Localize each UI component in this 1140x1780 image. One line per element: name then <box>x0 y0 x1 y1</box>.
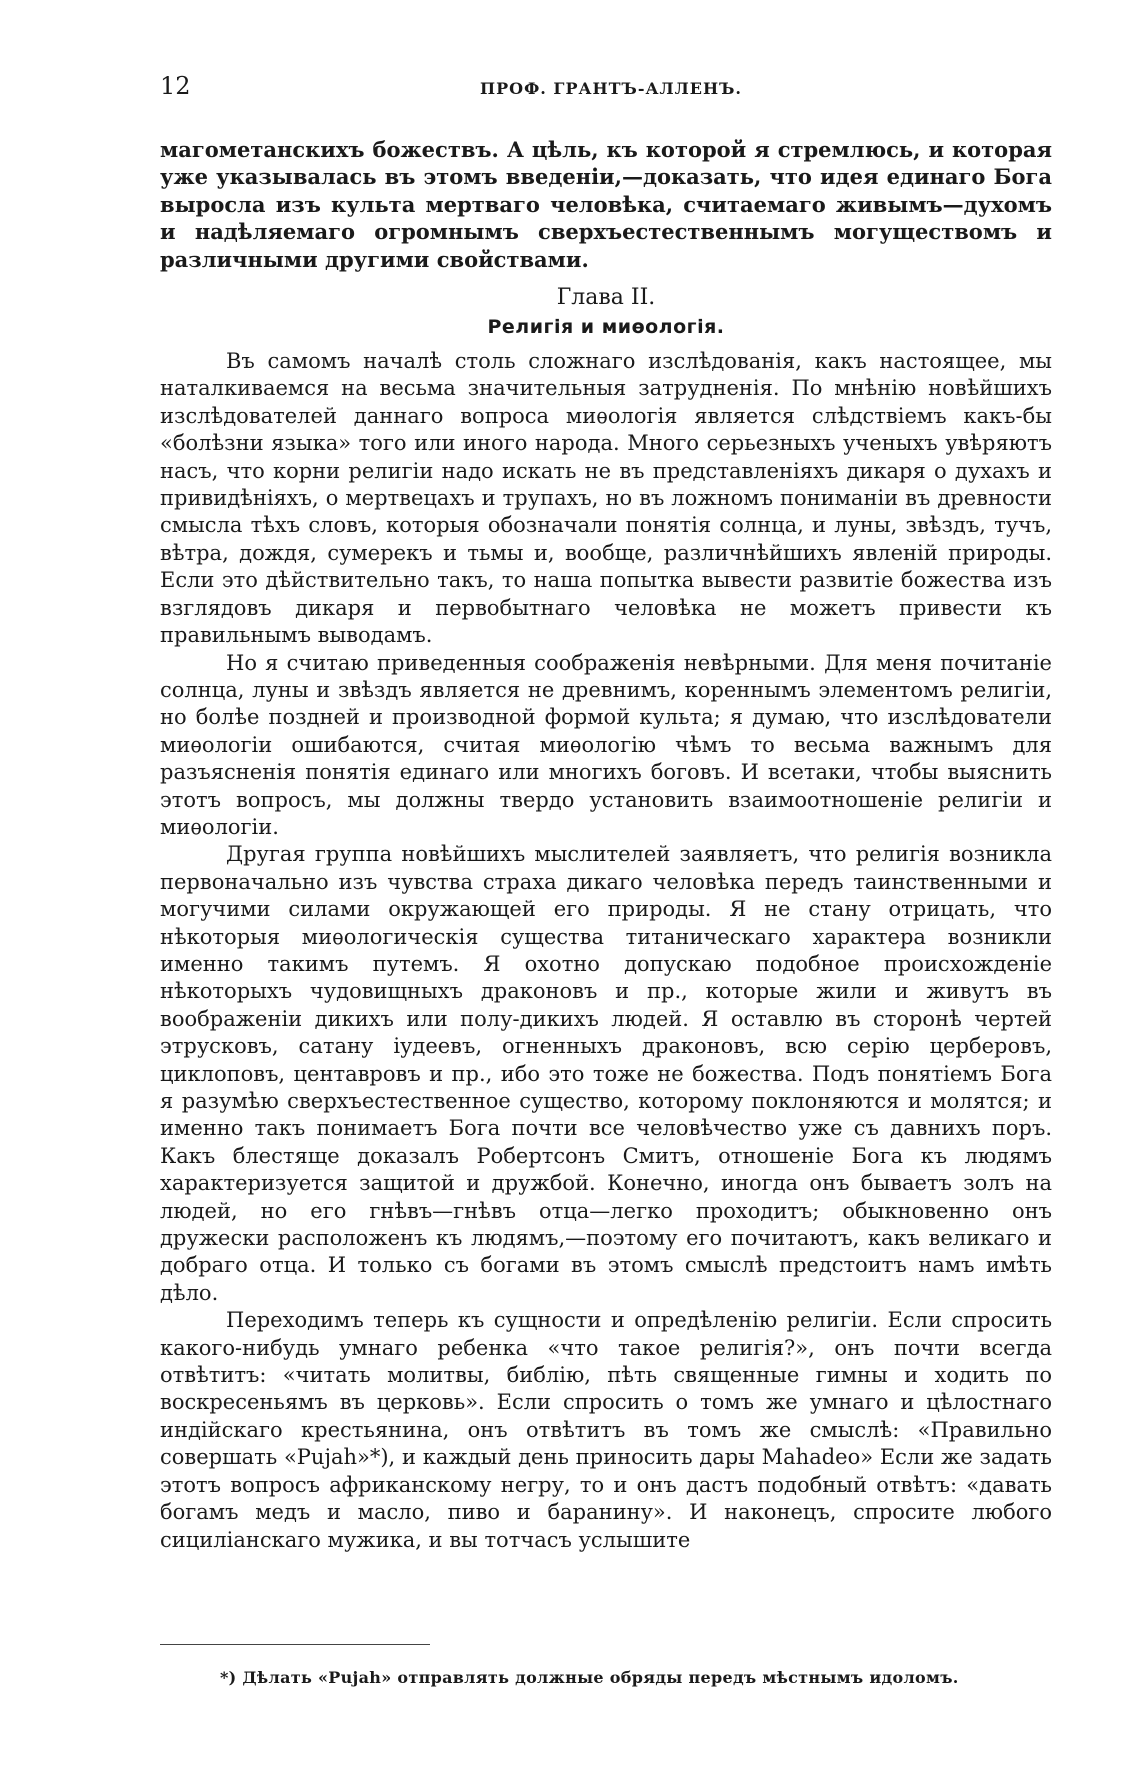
chapter-number: Глава II. <box>556 285 656 311</box>
chapter-title: Религія и миѳологія. <box>487 316 725 339</box>
paragraph-3: Другая группа новѣйшихъ мыслителей заявляетъ, что религія возникла первоначально изъ чувства страха дикаго человѣка передъ таинственными и могучими силами окружающей его природы. Я не стану отрицать, что нѣкоторыя миѳологическія существа титаническаго характера возникли именно такимъ путемъ. Я охотно допускаю подобное происхожденіе нѣкоторыхъ чудовищныхъ драконовъ и пр., которые жили и живутъ въ воображеніи дикихъ или полу-дикихъ людей. Я оставлю въ сторонѣ чертей этрусковъ, сатану іудеевъ, огненныхъ драконовъ, всю серію церберовъ, циклоповъ, центавровъ и пр., ибо это тоже не божества. Подъ понятіемъ Бога я разумѣю сверхъестественное существо, которому поклоняются и молятся; и именно такъ понимаетъ Бога почти все человѣчество уже съ давнихъ поръ. Какъ блестяще доказалъ Робертсонъ Смитъ, отношеніе Бога къ людямъ характеризуется защитой и дружбой. Конечно, иногда онъ бываетъ золъ на людей, но его гнѣвъ—гнѣвъ отца—легко проходитъ; обыкновенно онъ дружески расположенъ къ людямъ,—поэтому его почитаютъ, какъ великаго и добраго отца. И только съ богами въ этомъ смыслѣ предстоитъ намъ имѣть дѣло. <box>160 842 1052 1305</box>
footnote: *) Дѣлать «Pujah» отправлять должные обряды передъ мѣстнымъ идоломъ. <box>220 1668 959 1687</box>
paragraph-1: Въ самомъ началѣ столь сложнаго изслѣдованія, какъ настоящее, мы наталкиваемся на весьма значительныя затрудненія. По мнѣнію новѣйшихъ изслѣдователей даннаго вопроса миѳологія является слѣдствіемъ какъ-бы «болѣзни языка» того или иного народа. Много серьезныхъ ученыхъ увѣряютъ насъ, что корни религіи надо искать не въ представленіяхъ дикаря о духахъ и привидѣніяхъ, о мертвецахъ и трупахъ, но въ ложномъ пониманіи въ древности смысла тѣхъ словъ, которыя обозначали понятія солнца, и луны, звѣздъ, тучъ, вѣтра, дождя, сумерекъ и тьмы и, вообще, различнѣйшихъ явленій природы. Если это дѣйствительно такъ, то наша попытка вывести развитіе божества изъ взглядовъ дикаря и первобытнаго человѣка не можетъ привести къ правильнымъ выводамъ. <box>160 349 1052 648</box>
running-head <box>160 72 1052 108</box>
intro-paragraph: магометанскихъ божествъ. А цѣль, къ которой я стремлюсь, и которая уже указывалась въ этомъ введеніи,—доказать, что идея единаго Бога выросла изъ культа мертваго человѣка, считаемаго живымъ—духомъ и надѣляемаго огромнымъ сверхъестественнымъ могуществомъ и различными другими свойствами. <box>160 137 1052 272</box>
running-title: ПРОФ. ГРАНТЪ-АЛЛЕНЪ. <box>480 79 742 98</box>
footnote-rule <box>160 1644 430 1645</box>
book-page <box>160 72 1052 1554</box>
page-number: 12 <box>160 72 191 100</box>
paragraph-4: Переходимъ теперь къ сущности и опредѣленію религіи. Если спросить какого-нибудь умнаго ребенка «что такое религія?», онъ почти всегда отвѣтитъ: «читать молитвы, библію, пѣть священные гимны и ходить по воскресеньямъ въ церковь». Если спросить о томъ же умнаго и цѣлостнаго индійскаго крестьянина, онъ отвѣтитъ въ томъ же смыслѣ: «Правильно совершать «Pujah»*), и каждый день приносить дары Mahadeo» Если же задать этотъ вопросъ африканскому негру, то и онъ дастъ подобный отвѣтъ: «давать богамъ медъ и масло, пиво и баранину». И наконецъ, спросите любого сициліанскаго мужика, и вы тотчасъ услышите <box>160 1308 1052 1552</box>
paragraph-2: Но я считаю приведенныя соображенія невѣрными. Для меня почитаніе солнца, луны и звѣздъ является не древнимъ, кореннымъ элементомъ религіи, но болѣе поздней и производной формой культа; я думаю, что изслѣдователи миѳологіи ошибаются, считая миѳологію чѣмъ то весьма важнымъ для разъясненія понятія единаго или многихъ боговъ. И всетаки, чтобы выяснить этотъ вопросъ, мы должны твердо установить взаимоотношеніе религіи и миѳологіи. <box>160 650 1052 839</box>
